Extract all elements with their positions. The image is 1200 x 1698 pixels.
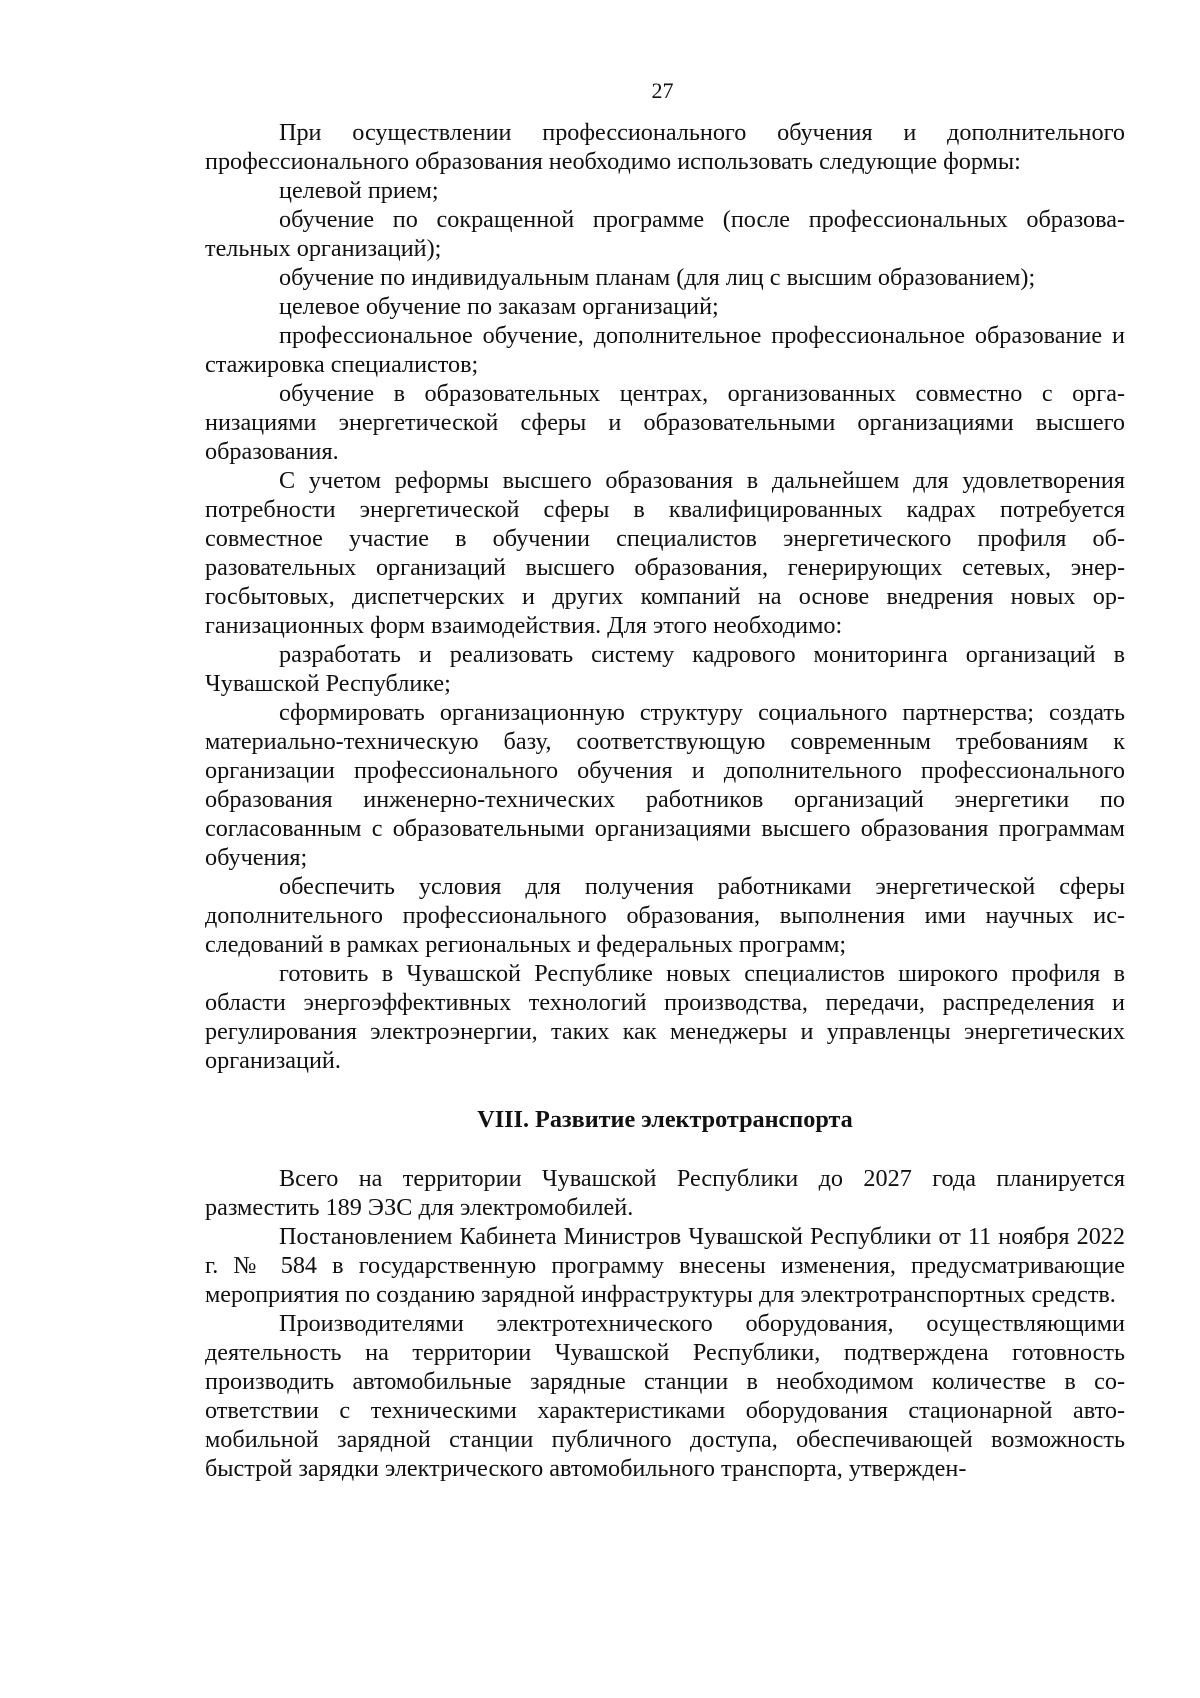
list-item: обучение по индивидуальным планам (для лиц с высшим образованием);: [279, 264, 1036, 291]
list-item: сформировать организационную структуру социального партнерства; создать материально-техническую базу, соответствующую современным требованиям к организации профессионального обучения и дополнительного профессионального образования инженерно-технических работников организаций энергетики по согласованным с образовательными организациями высшего образования программам обучения;: [205, 699, 1125, 871]
list-item: разработать и реализовать систему кадрового мониторинга организаций в Чувашской Республике;: [205, 641, 1125, 697]
list-item: обучение в образовательных центрах, организованных совместно с организациями энергетической сферы и образовательными организациями высшего образования.: [205, 380, 1125, 465]
document-body: [205, 118, 1125, 1483]
paragraph: С учетом реформы высшего образования в дальнейшем для удовлетворения потребности энергетической сферы в квалифицированных кадрах потребуется совместное участие в обучении специалистов энергетического профиля образовательных организаций высшего образования, генерирующих сетевых, энергосбытовых, диспетчерских и других компаний на основе внедрения новых организационных форм взаимодействия. Для этого необходимо:: [205, 467, 1125, 639]
paragraph: При осуществлении профессионального обучения и дополнительного профессионального образования необходимо использовать следующие формы:: [205, 119, 1125, 175]
list-item: целевое обучение по заказам организаций;: [279, 293, 719, 320]
list-item: обеспечить условия для получения работниками энергетической сферы дополнительного профессионального образования, выполнения ими научных исследований в рамках региональных и федеральных программ;: [205, 873, 1125, 958]
paragraph: Постановлением Кабинета Министров Чувашской Республики от 11 ноября 2022 г. № 584 в государственную программу внесены изменения, предусматривающие мероприятия по созданию зарядной инфраструктуры для электротранспортных средств.: [205, 1223, 1125, 1308]
list-item: целевой прием;: [279, 177, 439, 204]
page-number: 27: [651, 78, 674, 103]
section-heading: VIII. Развитие электротранспорта: [477, 1106, 853, 1133]
list-item: готовить в Чувашской Республике новых специалистов широкого профиля в области энергоэффективных технологий производства, передачи, распределения и регулирования электроэнергии, таких как менеджеры и управленцы энергетических организаций.: [205, 960, 1125, 1074]
paragraph: Производителями электротехнического оборудования, осуществляющими деятельность на территории Чувашской Республики, подтверждена готовность производить автомобильные зарядные станции в необходимом количестве в соответствии с техническими характеристиками оборудования стационарной автомобильной зарядной станции публичного доступа, обеспечивающей возможность быстрой зарядки электрического автомобильного транспорта, утвержден-: [205, 1310, 1125, 1482]
paragraph: Всего на территории Чувашской Республики до 2027 года планируется разместить 189 ЭЗС для электромобилей.: [205, 1165, 1125, 1221]
list-item: профессиональное обучение, дополнительное профессиональное образование и стажировка специалистов;: [205, 322, 1125, 378]
list-item: обучение по сокращенной программе (после профессиональных образовательных организаций);: [205, 206, 1125, 262]
